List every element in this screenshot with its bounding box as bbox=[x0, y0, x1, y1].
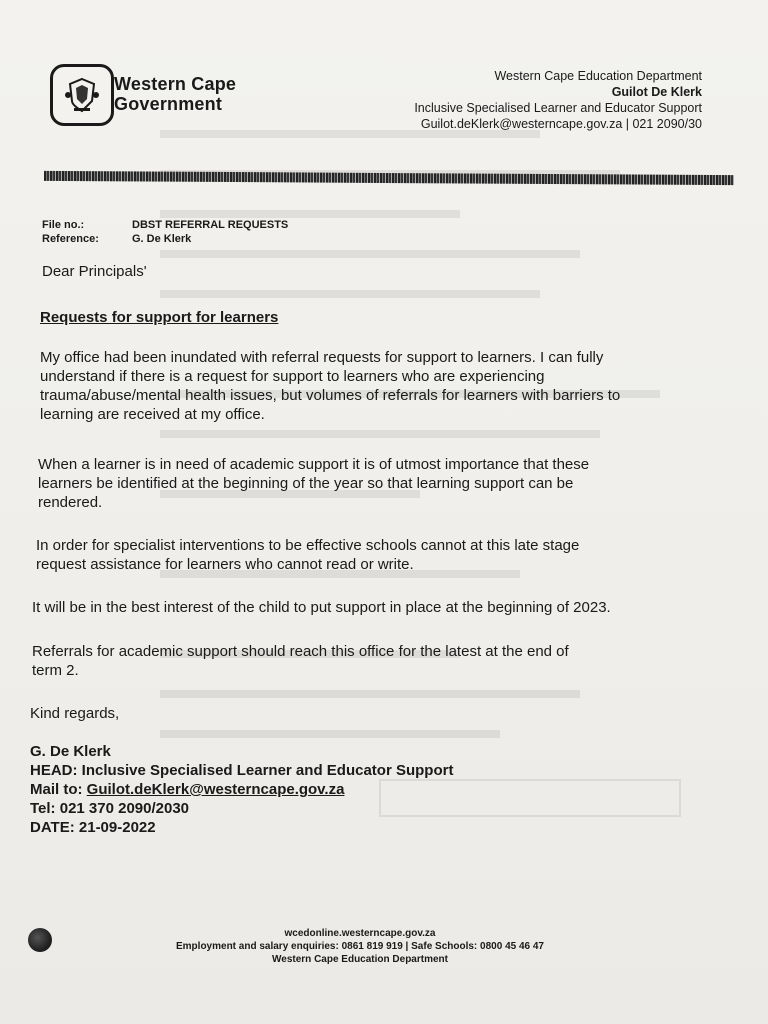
signature-mail bbox=[30, 780, 453, 799]
reference-value: G. De Klerk bbox=[132, 233, 192, 245]
footer-enquiries: Employment and salary enquiries: 0861 819 919 | Safe Schools: 0800 45 46 47 bbox=[176, 941, 544, 952]
paragraph-line: My office had been inundated with referral requests for support to learners. I can fully bbox=[40, 349, 604, 366]
paragraph-5 bbox=[32, 642, 569, 680]
salutation: Dear Principals' bbox=[42, 263, 147, 280]
department-name: Western Cape Education Department bbox=[494, 69, 702, 83]
paragraph-line: request assistance for learners who cannot read or write. bbox=[36, 556, 414, 573]
department-header bbox=[414, 68, 702, 132]
email-link[interactable]: Guilot.deKlerk@westerncape.gov.za bbox=[86, 781, 345, 798]
signature-title: HEAD: Inclusive Specialised Learner and Educator Support bbox=[30, 762, 454, 779]
signature-tel: Tel: 021 370 2090/2030 bbox=[30, 800, 190, 817]
subject-line: Requests for support for learners bbox=[40, 309, 279, 326]
file-reference-block bbox=[42, 218, 288, 246]
reference-label: Reference: bbox=[42, 233, 99, 245]
coat-of-arms-logo bbox=[50, 64, 114, 126]
footer-website[interactable]: wcedonline.westerncape.gov.za bbox=[284, 928, 436, 939]
paragraph-line: term 2. bbox=[32, 662, 79, 679]
paragraph-2 bbox=[38, 455, 589, 512]
signature-name: G. De Klerk bbox=[30, 743, 111, 760]
paragraph-line: learning are received at my office. bbox=[40, 406, 265, 423]
paragraph-line: Referrals for academic support should reach this office for the latest at the end of bbox=[32, 643, 569, 660]
footer-department: Western Cape Education Department bbox=[272, 954, 448, 965]
unit-name: Inclusive Specialised Learner and Educator Support bbox=[414, 101, 702, 115]
paragraph-line: understand if there is a request for support to learners who are experiencing bbox=[40, 368, 545, 385]
mail-label: Mail to: bbox=[30, 781, 87, 798]
paragraph-line: trauma/abuse/mental health issues, but volumes of referrals for learners with barriers to bbox=[40, 387, 621, 404]
header-divider bbox=[44, 171, 734, 185]
paragraph-1 bbox=[40, 348, 620, 424]
closing: Kind regards, bbox=[30, 705, 120, 722]
contact-name: Guilot De Klerk bbox=[611, 85, 702, 99]
paragraph-line: rendered. bbox=[38, 494, 103, 511]
logo-line-2: Government bbox=[114, 94, 223, 114]
paragraph-line: learners be identified at the beginning of the year so that learning support can be bbox=[38, 475, 574, 492]
paragraph-4: It will be in the best interest of the child to put support in place at the beginning of 2023. bbox=[32, 599, 611, 616]
paragraph-line: When a learner is in need of academic support it is of utmost importance that these bbox=[38, 456, 590, 473]
paragraph-3 bbox=[36, 536, 579, 574]
paragraph-line: In order for specialist interventions to be effective schools cannot at this late stage bbox=[36, 537, 580, 554]
logo-line-1: Western Cape bbox=[114, 74, 237, 94]
government-name bbox=[114, 74, 236, 114]
signature-block bbox=[30, 742, 453, 837]
signature-date: DATE: 21-09-2022 bbox=[30, 819, 156, 836]
contact-email-phone: Guilot.deKlerk@westerncape.gov.za | 021 2090/30 bbox=[420, 117, 702, 131]
crest-icon bbox=[62, 75, 102, 115]
footer-logo-icon bbox=[28, 928, 52, 952]
file-label: File no.: bbox=[42, 219, 85, 231]
file-value: DBST REFERRAL REQUESTS bbox=[132, 219, 289, 231]
footer bbox=[160, 927, 560, 966]
